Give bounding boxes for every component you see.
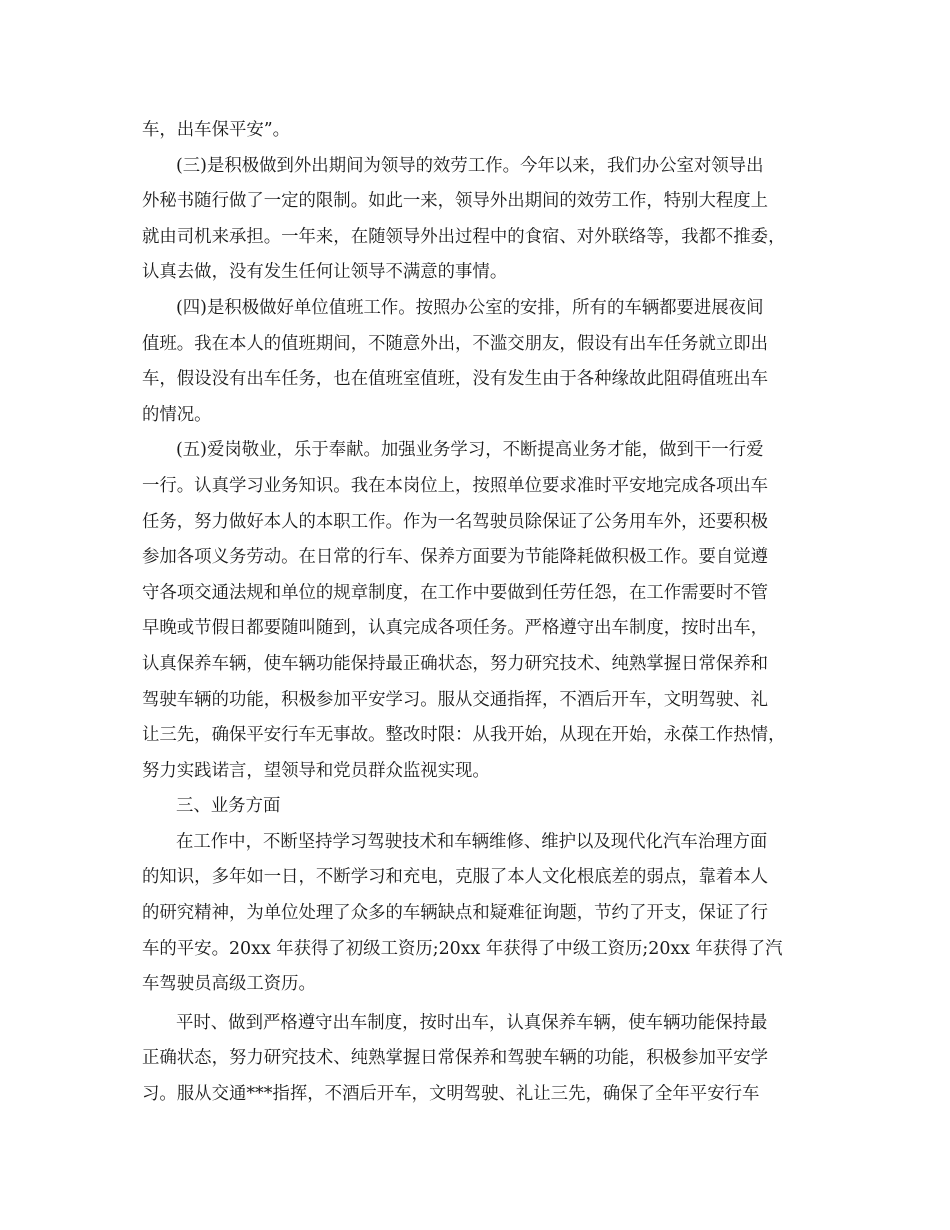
text-line: 习。服从交通***指挥，不酒后开车，文明驾驶、礼让三先，确保了全年平安行车 [142,1084,760,1105]
section-heading: 三、业务方面 [176,796,281,817]
text-line: 车驾驶员高级工资历。 [142,974,316,995]
text-line: 驾驶车辆的功能，积极参加平安学习。服从交通指挥，不酒后开车，文明驾驶、礼 [142,689,769,710]
text-line: 外秘书随行做了一定的限制。如此一来，领导外出期间的效劳工作，特别大程度上 [142,191,769,212]
text-line: 车，假设没有出车任务，也在值班室值班，没有发生由于各种缘故此阻碍值班出车 [142,369,769,390]
text-line: 让三先，确保平安行车无事故。整改时限：从我开始，从现在开始，永葆工作热情， [142,725,786,746]
text-line: 认真保养车辆，使车辆功能保持最正确状态，努力研究技术、纯熟掌握日常保养和 [142,653,769,674]
paragraph-start-line: (四)是积极做好单位值班工作。按照办公室的安排，所有的车辆都要进展夜间 [176,297,764,318]
document-body [142,113,822,1113]
text-line: 值班。我在本人的值班期间，不随意外出，不滥交朋友，假设有出车任务就立即出 [142,333,769,354]
text-line: 一行。认真学习业务知识。我在本岗位上，按照单位要求准时平安地完成各项出车 [142,475,769,496]
text-line: 车的平安。20xx 年获得了初级工资历;20xx 年获得了中级工资历;20xx 年获得了汽 [142,938,783,959]
text-line: 参加各项义务劳动。在日常的行车、保养方面要为节能降耗做积极工作。要自觉遵 [142,547,769,568]
text-line: 正确状态，努力研究技术、纯熟掌握日常保养和驾驶车辆的功能，积极参加平安学 [142,1048,769,1069]
paragraph-start-line: (五)爱岗敬业，乐于奉献。加强业务学习，不断提高业务才能，做到干一行爱 [176,440,764,461]
text-line: 的知识，多年如一日，不断学习和充电，克服了本人文化根底差的弱点，靠着本人 [142,867,769,888]
paragraph-start-line: (三)是积极做到外出期间为领导的效劳工作。今年以来，我们办公室对领导出 [176,155,764,176]
paragraph-start-line: 在工作中，不断坚持学习驾驶技术和车辆维修、维护以及现代化汽车治理方面 [176,831,768,852]
paragraph-start-line: 平时、做到严格遵守出车制度，按时出车，认真保养车辆，使车辆功能保持最 [176,1012,768,1033]
text-line: 守各项交通法规和单位的规章制度，在工作中要做到任劳任怨，在工作需要时不管 [142,582,769,603]
text-line: 认真去做，没有发生任何让领导不满意的事情。 [142,262,508,283]
text-line: 早晚或节假日都要随叫随到，认真完成各项任务。严格遵守出车制度，按时出车， [142,618,769,639]
text-line: 努力实践诺言，望领导和党员群众监视实现。 [142,760,490,781]
text-line: 的情况。 [142,404,212,425]
text-line: 任务，努力做好本人的本职工作。作为一名驾驶员除保证了公务用车外，还要积极 [142,511,769,532]
text-line: 就由司机来承担。一年来，在随领导外出过程中的食宿、对外联络等，我都不推委， [142,226,786,247]
text-line: 车，出车保平安”。 [142,120,291,140]
text-line: 的研究精神，为单位处理了众多的车辆缺点和疑难征询题，节约了开支，保证了行 [142,903,769,924]
